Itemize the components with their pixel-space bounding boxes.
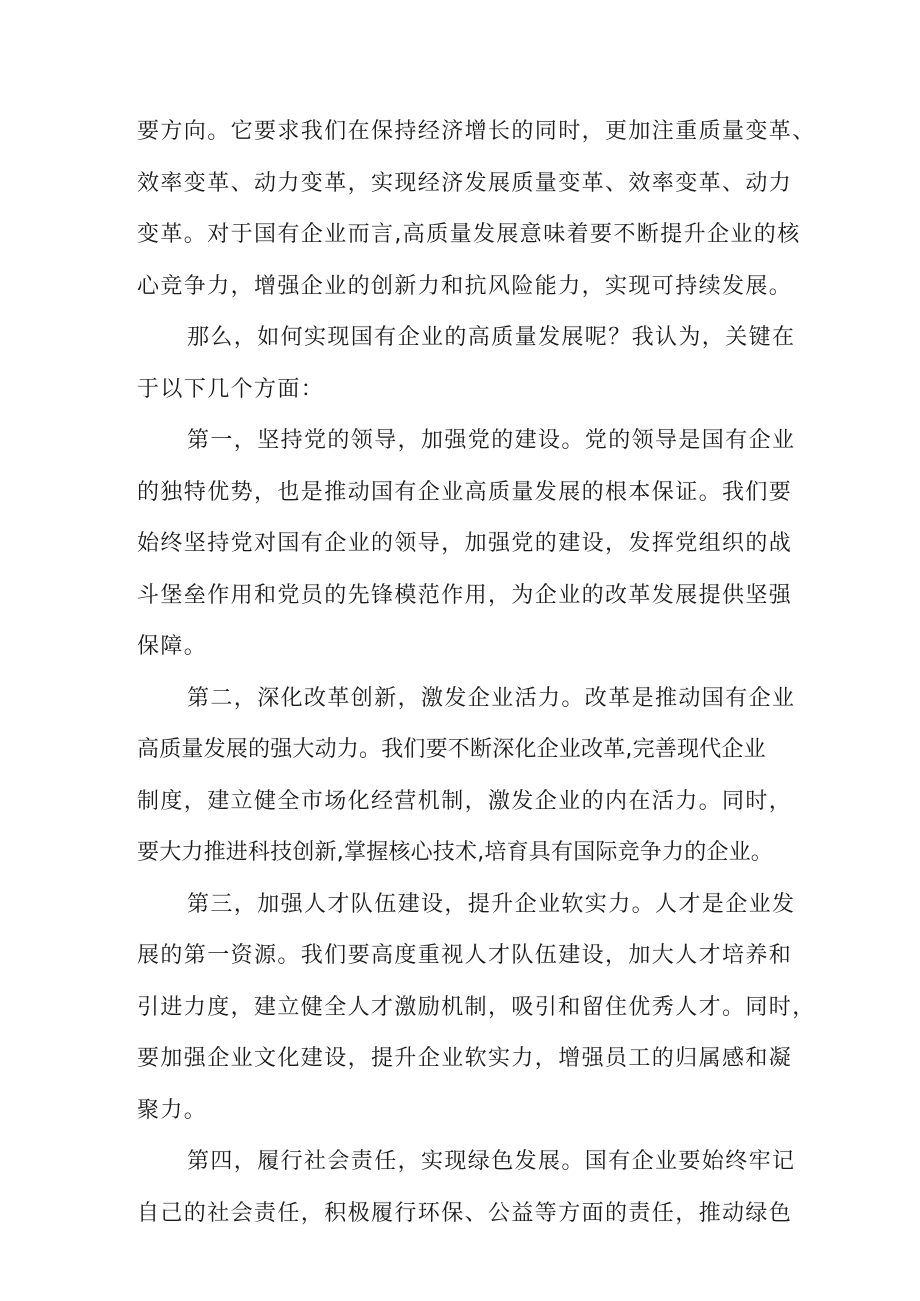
text-line: 高质量发展的强大动力。我们要不断深化企业改革,完善现代企业 bbox=[137, 737, 766, 762]
text-line: 自己的社会责任，积极履行环保、公益等方面的责任，推动绿色 bbox=[137, 1200, 793, 1226]
text-line: 始终坚持党对国有企业的领导，加强党的建设，发挥党组织的战 bbox=[137, 531, 793, 556]
text-line: 效率变革、动力变革，实现经济发展质量变革、效率变革、动力 bbox=[137, 170, 793, 196]
paragraph-start-line: 那么，如何实现国有企业的高质量发展呢？我认为，关键在 bbox=[187, 325, 796, 350]
paragraph-start-line: 第二，深化改革创新，激发企业活力。改革是推动国有企业 bbox=[187, 685, 796, 711]
text-line: 展的第一资源。我们要高度重视人才队伍建设，加大人才培养和 bbox=[137, 943, 793, 968]
paragraph-start-line: 第一，坚持党的领导，加强党的建设。党的领导是国有企业 bbox=[187, 428, 796, 453]
text-line: 保障。 bbox=[137, 634, 208, 659]
document-body bbox=[137, 106, 816, 1239]
text-line: 的独特优势，也是推动国有企业高质量发展的根本保证。我们要 bbox=[137, 479, 793, 505]
text-line: 斗堡垒作用和党员的先锋模范作用，为企业的改革发展提供坚强 bbox=[137, 582, 793, 608]
text-line: 变革。对于国有企业而言,高质量发展意味着要不断提升企业的核 bbox=[137, 222, 801, 247]
text-line: 于以下几个方面： bbox=[137, 376, 325, 402]
text-line: 引进力度，建立健全人才激励机制，吸引和留住优秀人才。同时， bbox=[137, 994, 816, 1020]
text-line: 制度，建立健全市场化经营机制，激发企业的内在活力。同时， bbox=[137, 788, 793, 814]
text-line: 心竞争力，增强企业的创新力和抗风险能力，实现可持续发展。 bbox=[137, 273, 793, 299]
paragraph-start-line: 第四，履行社会责任，实现绿色发展。国有企业要始终牢记 bbox=[187, 1149, 796, 1174]
text-line: 聚力。 bbox=[137, 1097, 208, 1123]
paragraph-start-line: 第三，加强人才队伍建设，提升企业软实力。人才是企业发 bbox=[187, 891, 796, 917]
text-line: 要方向。它要求我们在保持经济增长的同时，更加注重质量变革、 bbox=[137, 119, 816, 144]
text-line: 要加强企业文化建设，提升企业软实力，增强员工的归属感和凝 bbox=[137, 1046, 793, 1071]
text-line: 要大力推进科技创新,掌握核心技术,培育具有国际竞争力的企业。 bbox=[137, 840, 773, 865]
